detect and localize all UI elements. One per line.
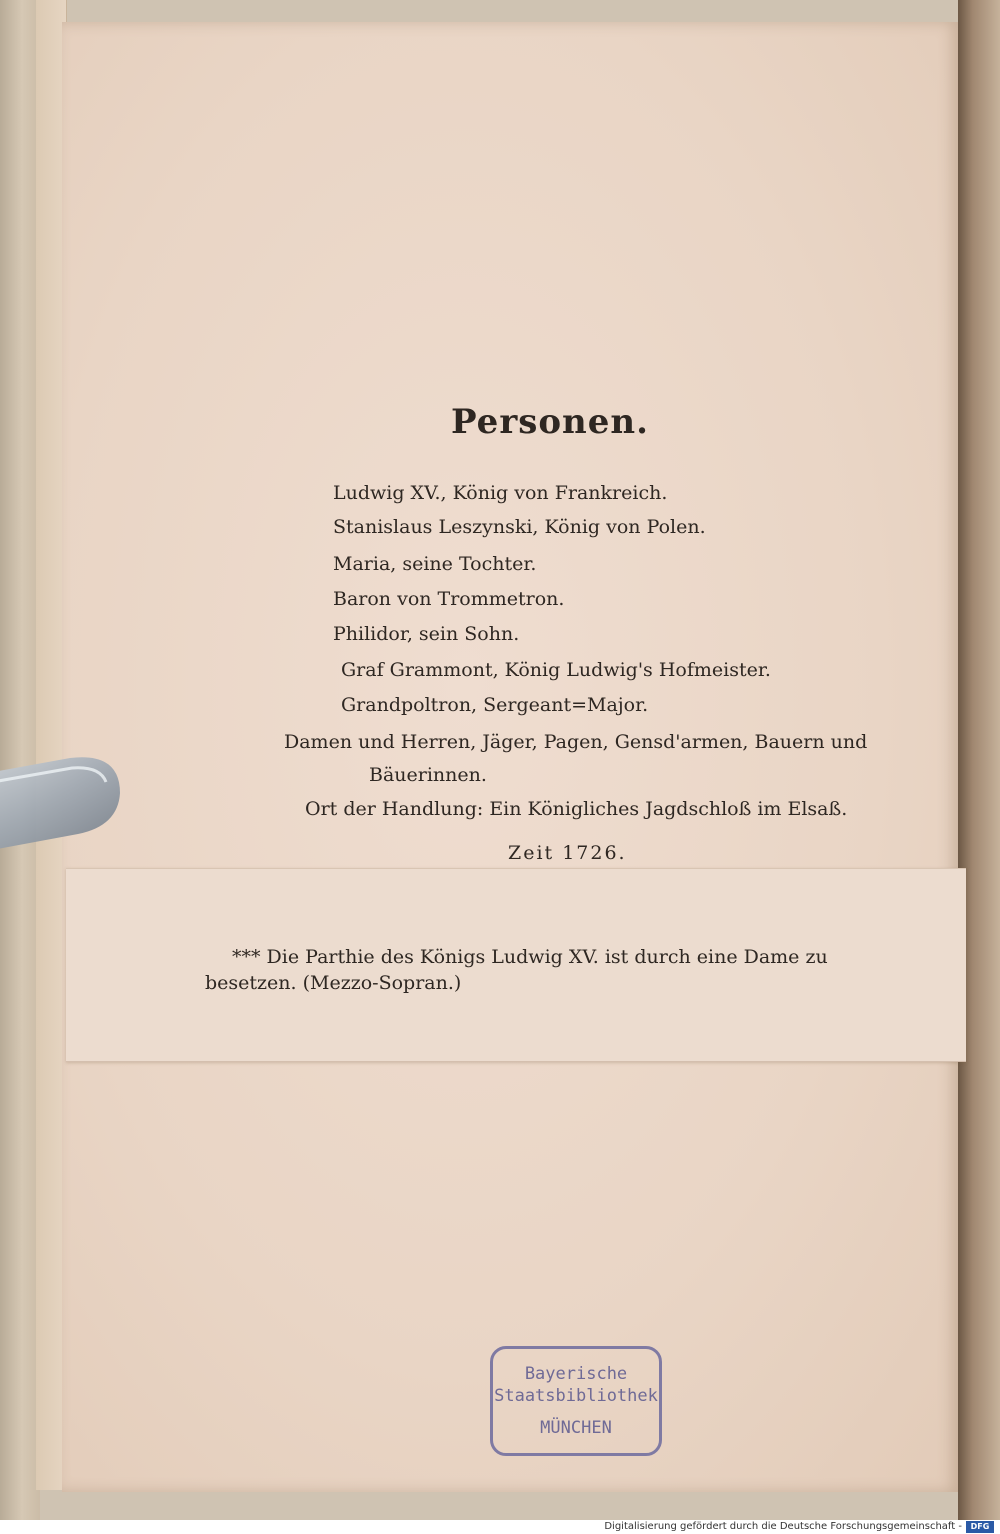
page-heading: Personen. [451,402,649,442]
person-entry: Bäuerinnen. [369,764,487,786]
dfg-logo: DFG [966,1521,994,1533]
stamp-line: Staatsbibliothek [494,1386,658,1406]
person-entry: Graf Grammont, König Ludwig's Hofmeister. [341,659,771,681]
book-right-edge [958,0,1000,1520]
person-entry: Ludwig XV., König von Frankreich. [333,482,668,504]
library-stamp [490,1346,662,1456]
person-entry: Grandpoltron, Sergeant=Major. [341,694,649,716]
footer-bar [0,1520,1000,1534]
person-entry: Stanislaus Leszynski, König von Polen. [333,516,706,538]
person-entry: Damen und Herren, Jäger, Pagen, Gensd'armen, Bauern und [284,731,868,753]
page-holder-tool [0,738,130,858]
book-page [62,22,958,1492]
stamp-line: Bayerische [524,1364,628,1384]
stamp-line: MÜNCHEN [540,1418,612,1438]
funding-credit: Digitalisierung gefördert durch die Deutsche Forschungsgemeinschaft - [604,1521,962,1532]
time-line: Zeit 1726. [508,842,627,864]
person-entry: Baron von Trommetron. [333,588,565,610]
footnote-line: *** Die Parthie des Königs Ludwig XV. ist durch eine Dame zu [232,946,828,968]
footnote-line: besetzen. (Mezzo-Sopran.) [205,972,462,994]
person-entry: Maria, seine Tochter. [333,553,537,575]
person-entry: Philidor, sein Sohn. [333,623,520,645]
setting-line: Ort der Handlung: Ein Königliches Jagdschloß im Elsaß. [305,798,848,820]
